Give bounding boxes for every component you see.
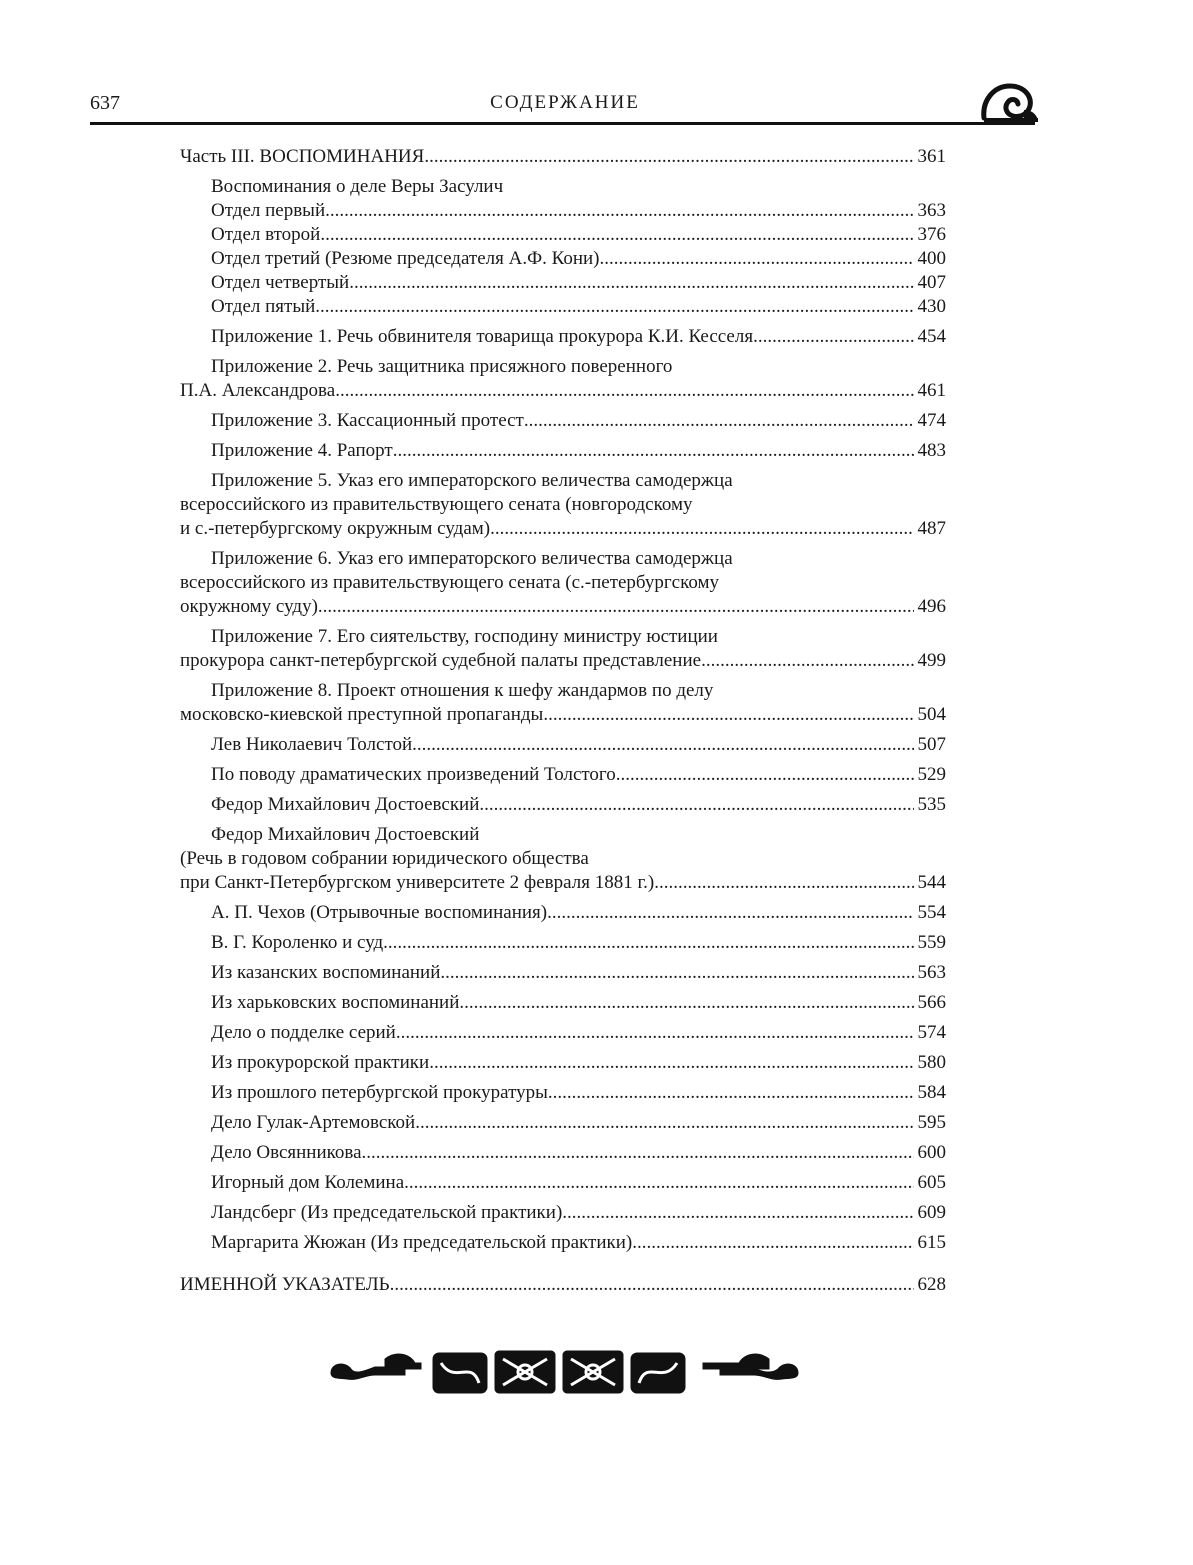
toc-page-number: 430 [917, 296, 946, 317]
dot-leader [654, 871, 913, 895]
toc-line [211, 763, 946, 787]
toc-entry [180, 931, 946, 955]
toc-line [211, 901, 946, 925]
toc-page-number: 584 [917, 1082, 946, 1103]
toc-line [180, 571, 946, 595]
toc-title: Отдел второй [211, 224, 321, 245]
dot-leader [543, 703, 913, 727]
toc-title: Часть III. ВОСПОМИНАНИЯ [180, 146, 425, 167]
toc-entry [180, 1171, 946, 1195]
toc-title: Дело Овсянникова [211, 1142, 362, 1163]
dot-leader [396, 1021, 914, 1045]
toc-line [211, 1141, 946, 1165]
toc-title: при Санкт-Петербургском университете 2 февраля 1881 г.) [180, 872, 655, 893]
toc-page-number: 400 [917, 248, 946, 269]
toc-title: Приложение 4. Рапорт [211, 440, 393, 461]
toc-entry [180, 175, 946, 199]
toc-title: окружному суду) [180, 596, 318, 617]
toc-entry [180, 733, 946, 757]
dot-leader [524, 409, 914, 433]
toc-entry [180, 355, 946, 403]
toc-line [211, 1231, 946, 1255]
toc-entry [180, 1231, 946, 1255]
toc-title: Приложение 3. Кассационный протест [211, 410, 524, 431]
dot-leader [632, 1231, 913, 1255]
toc-title: Приложение 2. Речь защитника присяжного поверенного [211, 356, 673, 377]
table-of-contents [180, 145, 946, 1303]
dot-leader [479, 793, 913, 817]
toc-page-number: 605 [917, 1172, 946, 1193]
toc-page-number: 496 [917, 596, 946, 617]
dot-leader [548, 1081, 914, 1105]
toc-title: всероссийского из правительствующего сената (с.-петербургскому [180, 572, 720, 593]
toc-line [211, 409, 946, 433]
dot-leader [320, 223, 913, 247]
toc-page-number: 487 [917, 518, 946, 539]
toc-page-number: 554 [917, 902, 946, 923]
toc-entry [180, 793, 946, 817]
toc-title: Отдел пятый [211, 296, 316, 317]
toc-page-number: 535 [917, 794, 946, 815]
toc-title: Приложение 8. Проект отношения к шефу жандармов по делу [211, 680, 714, 701]
toc-line [211, 271, 946, 295]
dot-leader [362, 1141, 914, 1165]
toc-line [211, 247, 946, 271]
toc-entry [180, 901, 946, 925]
toc-line [180, 649, 946, 673]
toc-line [211, 325, 946, 349]
dot-leader [393, 439, 914, 463]
toc-line [211, 1021, 946, 1045]
toc-page-number: 376 [917, 224, 946, 245]
toc-title: Игорный дом Колемина [211, 1172, 405, 1193]
toc-line [180, 517, 946, 541]
toc-page-number: 563 [917, 962, 946, 983]
toc-page-number: 574 [917, 1022, 946, 1043]
dot-leader [330, 199, 914, 223]
toc-page-number: 609 [917, 1202, 946, 1223]
toc-entry [180, 763, 946, 787]
toc-page-number: 499 [917, 650, 946, 671]
toc-entry [180, 469, 946, 541]
toc-line [211, 1201, 946, 1225]
toc-title: всероссийского из правительствующего сената (новгородскому [180, 494, 693, 515]
toc-page-number: 461 [917, 380, 946, 401]
toc-line [180, 145, 946, 169]
dot-leader [440, 961, 913, 985]
toc-entry [180, 1081, 946, 1105]
toc-page-number: 628 [917, 1274, 946, 1295]
toc-entry [180, 199, 946, 223]
toc-title: П.А. Александрова [180, 380, 336, 401]
dot-leader [335, 379, 913, 403]
dot-leader [383, 931, 913, 955]
toc-title: По поводу драматических произведений Толстого [211, 764, 616, 785]
toc-title: Приложение 1. Речь обвинителя товарища прокурора К.И. Кесселя [211, 326, 754, 347]
toc-title: и с.-петербургскому окружным судам) [180, 518, 491, 539]
toc-title: Ландсберг (Из председательской практики) [211, 1202, 563, 1223]
toc-entry [180, 325, 946, 349]
toc-entry [180, 247, 946, 271]
toc-line [180, 493, 946, 517]
toc-page-number: 600 [917, 1142, 946, 1163]
page-header [90, 88, 1040, 124]
toc-title: Отдел первый. [211, 200, 330, 221]
dot-leader [404, 1171, 913, 1195]
toc-entry [180, 1021, 946, 1045]
toc-line [180, 595, 946, 619]
toc-line [211, 223, 946, 247]
toc-entry [180, 547, 946, 619]
dot-leader [701, 649, 913, 673]
toc-title: Из казанских воспоминаний [211, 962, 441, 983]
dot-leader [415, 1111, 913, 1135]
toc-line [211, 199, 946, 223]
toc-entry [180, 1201, 946, 1225]
toc-page-number: 559 [917, 932, 946, 953]
toc-title: Воспоминания о деле Веры Засулич [211, 176, 504, 197]
toc-entry [180, 145, 946, 169]
toc-title: Отдел четвертый [211, 272, 350, 293]
toc-page-number: 363 [917, 200, 946, 221]
toc-title: Приложение 7. Его сиятельству, господину министру юстиции [211, 626, 718, 647]
toc-line [211, 823, 946, 847]
toc-entry [180, 991, 946, 1015]
toc-line [180, 871, 946, 895]
spiral-ornament-icon [980, 80, 1040, 124]
toc-title: Из прокурорской практики [211, 1052, 430, 1073]
toc-line [211, 439, 946, 463]
dot-leader [753, 325, 913, 349]
page-number: 637 [90, 92, 120, 114]
decorative-ornament-icon [325, 1345, 800, 1397]
toc-line [211, 625, 946, 649]
dot-leader [390, 1273, 914, 1297]
toc-entry [180, 439, 946, 463]
toc-page-number: 529 [917, 764, 946, 785]
header-rule [90, 122, 1035, 125]
toc-title: Приложение 5. Указ его императорского величества самодержца [211, 470, 733, 491]
toc-title: Дело о подделке серий [211, 1022, 396, 1043]
toc-entry [180, 823, 946, 895]
toc-title: Федор Михайлович Достоевский [211, 824, 480, 845]
toc-title: Приложение 6. Указ его императорского величества самодержца [211, 548, 733, 569]
toc-title: Лев Николаевич Толстой [211, 734, 413, 755]
toc-line [211, 961, 946, 985]
toc-title: Маргарита Жюжан (Из председательской практики) [211, 1232, 633, 1253]
dot-leader [547, 901, 913, 925]
toc-line [211, 355, 946, 379]
running-title: СОДЕРЖАНИЕ [490, 92, 640, 113]
toc-entry [180, 409, 946, 433]
toc-entry [180, 1111, 946, 1135]
toc-line [211, 295, 946, 319]
toc-page-number: 595 [917, 1112, 946, 1133]
dot-leader [599, 247, 913, 271]
toc-line [211, 547, 946, 571]
toc-page-number: 544 [917, 872, 946, 893]
dot-leader [616, 763, 914, 787]
dot-leader [424, 145, 913, 169]
toc-line [211, 469, 946, 493]
toc-line [211, 793, 946, 817]
toc-entry [180, 679, 946, 727]
toc-entry [180, 271, 946, 295]
toc-page-number: 580 [917, 1052, 946, 1073]
toc-page-number: 474 [917, 410, 946, 431]
toc-entry [180, 625, 946, 673]
toc-line [211, 1111, 946, 1135]
dot-leader [490, 517, 913, 541]
toc-title: прокурора санкт-петербургской судебной палаты представление [180, 650, 702, 671]
dot-leader [429, 1051, 913, 1075]
toc-title: Федор Михайлович Достоевский [211, 794, 480, 815]
toc-title: Дело Гулак-Артемовской [211, 1112, 416, 1133]
toc-line [211, 175, 946, 199]
dot-leader [318, 595, 914, 619]
dot-leader [349, 271, 913, 295]
dot-leader [562, 1201, 913, 1225]
toc-entry [180, 1141, 946, 1165]
toc-page-number: 615 [917, 1232, 946, 1253]
dot-leader [459, 991, 913, 1015]
toc-line [180, 1273, 946, 1297]
toc-page-number: 566 [917, 992, 946, 1013]
dot-leader [315, 295, 913, 319]
toc-page-number: 407 [917, 272, 946, 293]
toc-title: ИМЕННОЙ УКАЗАТЕЛЬ [180, 1274, 390, 1295]
toc-entry [180, 295, 946, 319]
toc-title: Из харьковских воспоминаний [211, 992, 460, 1013]
toc-line [211, 931, 946, 955]
toc-page-number: 504 [917, 704, 946, 725]
toc-page-number: 361 [917, 146, 946, 167]
dot-leader [412, 733, 913, 757]
toc-title: (Речь в годовом собрании юридического общества [180, 848, 589, 869]
toc-page-number: 507 [917, 734, 946, 755]
toc-entry [180, 961, 946, 985]
toc-entry [180, 1273, 946, 1297]
toc-line [180, 379, 946, 403]
toc-line [211, 1171, 946, 1195]
toc-title: А. П. Чехов (Отрывочные воспоминания) [211, 902, 548, 923]
toc-title: Отдел третий (Резюме председателя А.Ф. Кони) [211, 248, 600, 269]
toc-line [211, 679, 946, 703]
toc-page-number: 483 [917, 440, 946, 461]
toc-line [211, 733, 946, 757]
toc-line [211, 991, 946, 1015]
toc-line [211, 1051, 946, 1075]
toc-line [180, 847, 946, 871]
toc-line [211, 1081, 946, 1105]
toc-line [180, 703, 946, 727]
toc-title: В. Г. Короленко и суд [211, 932, 384, 953]
toc-page-number: 454 [917, 326, 946, 347]
toc-entry [180, 1051, 946, 1075]
toc-entry [180, 223, 946, 247]
toc-title: Из прошлого петербургской прокуратуры [211, 1082, 548, 1103]
toc-title: московско-киевской преступной пропаганды [180, 704, 544, 725]
